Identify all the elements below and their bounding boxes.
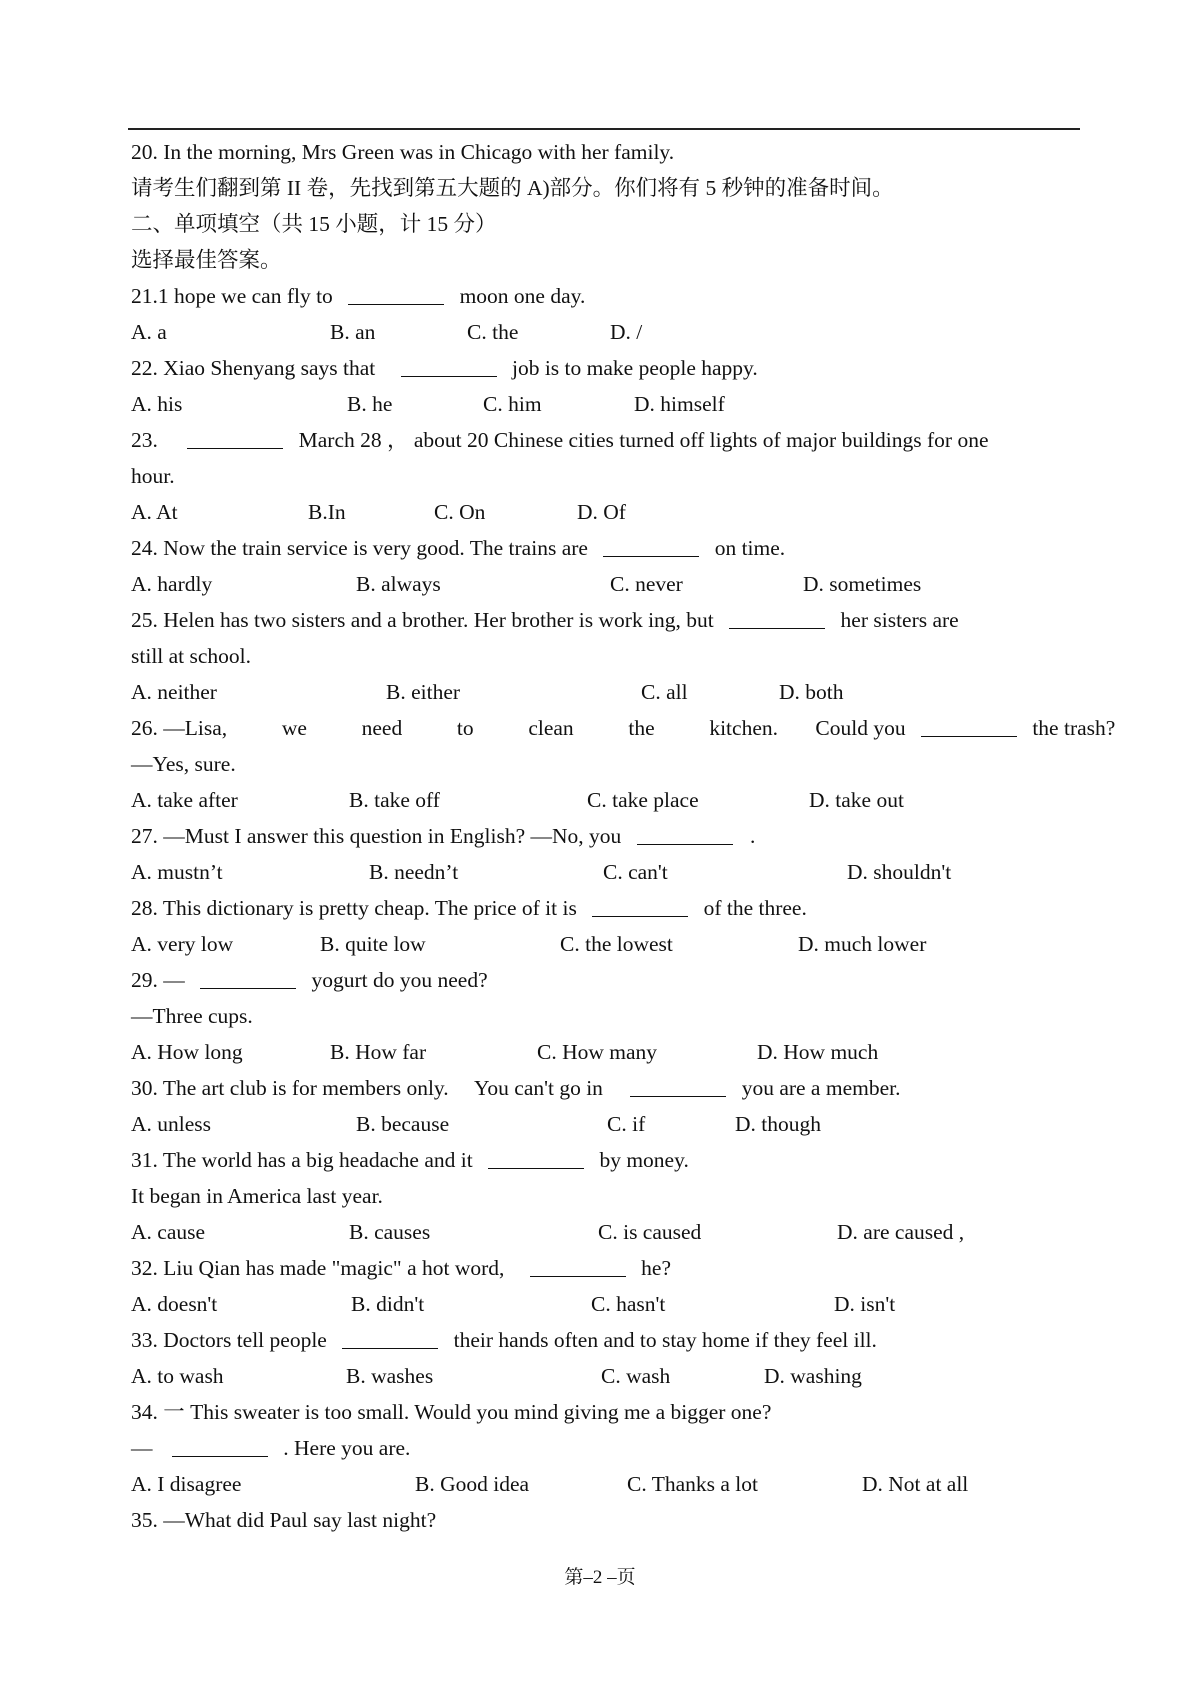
answer-blank <box>603 534 699 557</box>
question-stem: 34. 一 This sweater is too small. Would you mind giving me a bigger one? <box>131 1400 772 1424</box>
option-a: A. hardly <box>131 572 213 596</box>
question-stem: 21.1 hope we can fly to <box>131 284 333 308</box>
option-c: C. On <box>434 500 486 524</box>
question-33 <box>131 1322 1081 1358</box>
option-b: B. because <box>356 1112 450 1136</box>
question-23 <box>131 422 1081 458</box>
options-28 <box>131 926 1081 962</box>
option-d: D. Of <box>577 500 626 524</box>
question-29 <box>131 962 1081 998</box>
option-a: A. a <box>131 320 167 344</box>
option-d: D. Not at all <box>862 1472 969 1496</box>
question-34 <box>131 1394 1081 1430</box>
question-stem: 22. Xiao Shenyang says that <box>131 356 376 380</box>
option-c: C. can't <box>603 860 668 884</box>
option-b: B. causes <box>349 1220 431 1244</box>
page-number: 第–2 –页 <box>564 1567 636 1588</box>
option-d: D. shouldn't <box>847 860 952 884</box>
question-29-reply: —Three cups. <box>131 1004 253 1028</box>
option-c: C. Thanks a lot <box>627 1472 758 1496</box>
question-24 <box>131 530 1081 566</box>
option-b: B. needn’t <box>369 860 459 884</box>
option-a: A. to wash <box>131 1364 224 1388</box>
option-c: C. the <box>467 320 519 344</box>
question-21 <box>131 278 1081 314</box>
answer-blank <box>187 426 283 449</box>
option-a: A. cause <box>131 1220 206 1244</box>
option-a: A. I disagree <box>131 1472 242 1496</box>
option-d: D. take out <box>809 788 904 812</box>
reply-dash: — <box>131 1436 153 1460</box>
question-28 <box>131 890 1081 926</box>
options-24 <box>131 566 1081 602</box>
answer-blank <box>200 966 296 989</box>
option-c: C. is caused <box>598 1220 702 1244</box>
section-heading: 二、单项填空（共 15 小题，计 15 分） <box>131 212 497 236</box>
option-d: D. How much <box>757 1040 879 1064</box>
question-25-continued: still at school. <box>131 644 252 668</box>
option-c: C. the lowest <box>560 932 673 956</box>
option-d: D. / <box>610 320 643 344</box>
option-b: B. an <box>330 320 376 344</box>
option-a: A. neither <box>131 680 217 704</box>
option-a: A. doesn't <box>131 1292 218 1316</box>
question-stem: 31. The world has a big headache and it <box>131 1148 473 1172</box>
answer-blank <box>637 822 733 845</box>
option-b: B. washes <box>346 1364 434 1388</box>
option-b: B. quite low <box>320 932 426 956</box>
question-stem-end: he? <box>641 1256 671 1280</box>
options-21 <box>131 314 1081 350</box>
options-29 <box>131 1034 1081 1070</box>
section-directions: 选择最佳答案。 <box>131 248 282 272</box>
answer-blank <box>630 1074 726 1097</box>
question-26-reply: —Yes, sure. <box>131 752 236 776</box>
option-a: A. very low <box>131 932 234 956</box>
option-c: C. take place <box>587 788 699 812</box>
question-30 <box>131 1070 1081 1106</box>
answer-blank <box>592 894 688 917</box>
option-d: D. much lower <box>798 932 927 956</box>
options-30 <box>131 1106 1081 1142</box>
option-d: D. both <box>779 680 844 704</box>
answer-blank <box>348 282 444 305</box>
option-b: B. either <box>386 680 461 704</box>
question-stem-end: you are a member. <box>741 1076 901 1100</box>
option-b: B.In <box>308 500 346 524</box>
question-stem-end: of the three. <box>703 896 807 920</box>
option-a: A. At <box>131 500 178 524</box>
option-d: D. himself <box>634 392 725 416</box>
option-c: C. How many <box>537 1040 658 1064</box>
option-a: A. his <box>131 392 183 416</box>
option-a: A. mustn’t <box>131 860 223 884</box>
option-d: D. isn't <box>834 1292 896 1316</box>
question-25 <box>131 602 1081 638</box>
option-a: A. take after <box>131 788 238 812</box>
option-b: B. take off <box>349 788 440 812</box>
question-stem-end: on time. <box>714 536 786 560</box>
question-stem-end: their hands often and to stay home if they feel ill. <box>453 1328 877 1352</box>
question-stem: 30. The art club is for members only. <box>131 1076 449 1100</box>
option-b: B. always <box>356 572 441 596</box>
options-33 <box>131 1358 1081 1394</box>
question-stem: 26. —Lisa, we need to clean the kitchen. <box>131 716 778 740</box>
options-22 <box>131 386 1081 422</box>
options-26 <box>131 782 1081 818</box>
option-d: D. washing <box>764 1364 862 1388</box>
option-a: A. How long <box>131 1040 243 1064</box>
question-stem-mid: You can't go in <box>474 1076 603 1100</box>
question-34-reply <box>131 1430 1081 1466</box>
answer-blank <box>172 1434 268 1457</box>
header-rule <box>128 128 1080 130</box>
question-stem-end: job is to make people happy. <box>511 356 758 380</box>
question-35 <box>131 1502 1081 1538</box>
question-stem: 33. Doctors tell people <box>131 1328 327 1352</box>
question-stem-end: her sisters are <box>840 608 959 632</box>
question-stem-end: by money. <box>599 1148 689 1172</box>
options-32 <box>131 1286 1081 1322</box>
options-23 <box>131 494 1081 530</box>
question-stem-end: . <box>750 824 756 848</box>
question-32 <box>131 1250 1081 1286</box>
options-25 <box>131 674 1081 710</box>
answer-blank <box>729 606 825 629</box>
listening-instruction: 请考生们翻到第 II 卷，先找到第五大题的 A)部分。你们将有 5 秒钟的准备时间。 <box>131 176 894 200</box>
question-23-continued: hour. <box>131 464 175 488</box>
option-c: C. him <box>483 392 542 416</box>
option-c: C. hasn't <box>591 1292 666 1316</box>
option-d: D. sometimes <box>803 572 922 596</box>
options-34 <box>131 1466 1081 1502</box>
question-stem-end: moon one day. <box>459 284 586 308</box>
question-31-continued: It began in America last year. <box>131 1184 383 1208</box>
question-20: 20. In the morning, Mrs Green was in Chicago with her family. <box>131 140 675 164</box>
option-c: C. wash <box>601 1364 671 1388</box>
reply-end: . Here you are. <box>283 1436 411 1460</box>
question-stem: 25. Helen has two sisters and a brother. Her brother is work ing, but <box>131 608 714 632</box>
question-stem: 27. —Must I answer this question in English? —No, you <box>131 824 622 848</box>
question-stem-mid: Could you <box>815 716 906 740</box>
question-26 <box>131 710 1116 746</box>
question-stem-end: yogurt do you need? <box>311 968 488 992</box>
question-22 <box>131 350 1081 386</box>
option-b: B. didn't <box>351 1292 425 1316</box>
question-stem: 29. — <box>131 968 185 992</box>
option-b: B. How far <box>330 1040 427 1064</box>
exam-page-content <box>131 134 1116 1538</box>
answer-blank <box>401 354 497 377</box>
options-27 <box>131 854 1081 890</box>
question-stem: 24. Now the train service is very good. The trains are <box>131 536 588 560</box>
answer-blank <box>921 714 1017 737</box>
option-c: C. never <box>610 572 683 596</box>
option-a: A. unless <box>131 1112 212 1136</box>
question-number: 23. <box>131 428 158 452</box>
option-d: D. are caused , <box>837 1220 965 1244</box>
option-d: D. though <box>735 1112 821 1136</box>
question-stem-end: March 28 ， about 20 Chinese cities turned off lights of major buildings for one <box>298 428 989 452</box>
question-stem: 28. This dictionary is pretty cheap. The price of it is <box>131 896 577 920</box>
question-27 <box>131 818 1081 854</box>
question-31 <box>131 1142 1081 1178</box>
options-31 <box>131 1214 1081 1250</box>
option-c: C. all <box>641 680 688 704</box>
option-b: B. he <box>347 392 393 416</box>
question-stem: 32. Liu Qian has made "magic" a hot word, <box>131 1256 505 1280</box>
question-stem: 35. —What did Paul say last night? <box>131 1508 437 1532</box>
option-c: C. if <box>607 1112 646 1136</box>
answer-blank <box>530 1254 626 1277</box>
question-stem-end: the trash? <box>1032 716 1116 740</box>
answer-blank <box>488 1146 584 1169</box>
answer-blank <box>342 1326 438 1349</box>
option-b: B. Good idea <box>415 1472 530 1496</box>
